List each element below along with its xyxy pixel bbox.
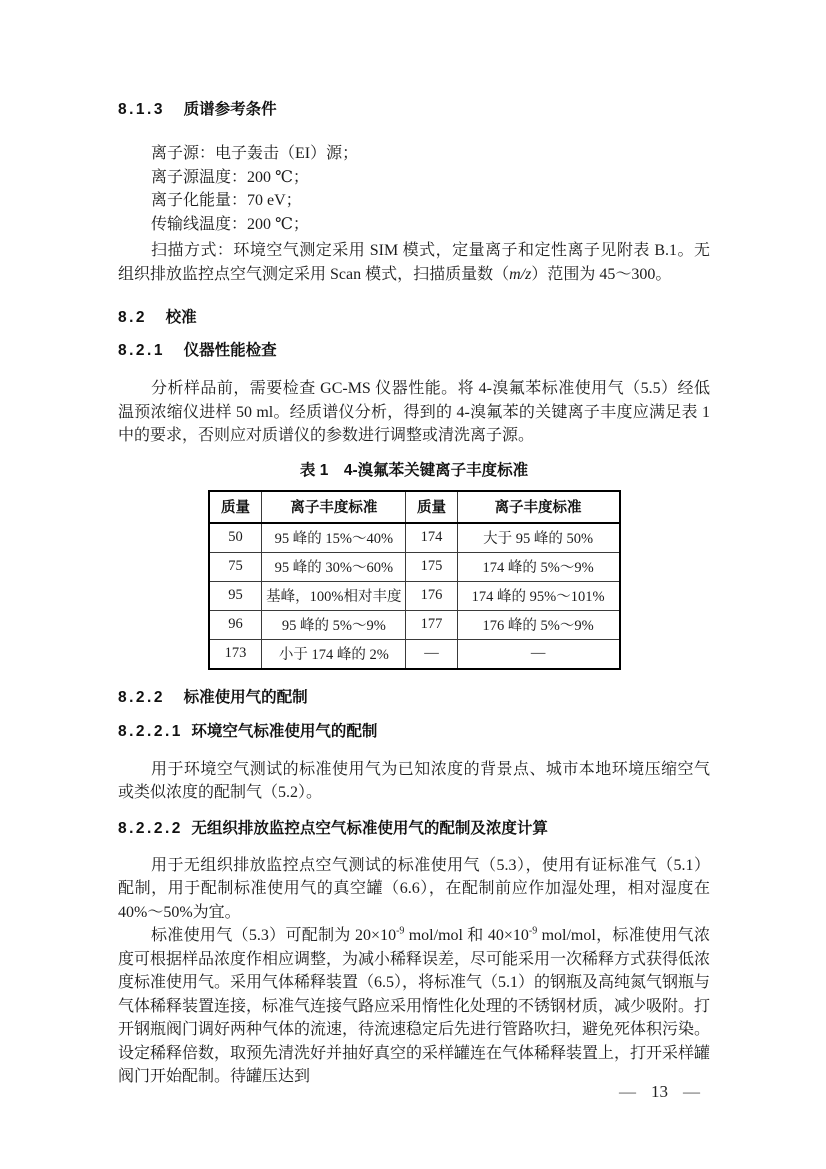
footer-dash-left: —: [619, 1082, 636, 1101]
table-cell: 174: [406, 523, 457, 553]
table-cell: 大于 95 峰的 50%: [457, 523, 619, 553]
header-abundance-2: 离子丰度标准: [457, 491, 619, 523]
heading-8-1-3: [118, 99, 710, 121]
footer-dash-right: —: [683, 1082, 700, 1101]
table-cell: 176: [406, 581, 457, 610]
table-cell: 176 峰的 5%～9%: [457, 610, 619, 639]
exponent-1: -9: [396, 925, 405, 937]
table-cell: 75: [209, 552, 262, 581]
table-header-row: [209, 491, 620, 523]
heading-title: 无组织排放监控点空气标准使用气的配制及浓度计算: [191, 819, 548, 837]
condition-ion-source-temp: 离子源温度：200 ℃；: [151, 168, 309, 186]
table-row: [209, 552, 620, 581]
mz-italic: m/z: [509, 265, 532, 283]
heading-8-2: [118, 307, 710, 329]
heading-number: 8.2.2.1: [118, 722, 183, 740]
table-cell: 173: [209, 639, 262, 669]
table-cell: 174 峰的 5%～9%: [457, 552, 619, 581]
heading-title: 环境空气标准使用气的配制: [191, 722, 378, 740]
page-content: [118, 99, 710, 1089]
header-mass-2: 质量: [406, 491, 457, 523]
condition-ion-source: 离子源：电子轰击（EI）源；: [151, 145, 359, 162]
heading-8-2-2-1: [118, 721, 710, 743]
abundance-table: [208, 490, 621, 670]
page-number: 13: [651, 1082, 668, 1101]
table-cell: —: [457, 639, 619, 669]
paragraph-scan-mode: [118, 239, 710, 286]
table-caption: 表 1 4-溴氟苯关键离子丰度标准: [299, 461, 529, 479]
heading-title: 标准使用气的配制: [183, 688, 308, 706]
paragraph-fugitive-emission-gas: 用于无组织排放监控点空气测试的标准使用气（5.3），使用有证标准气（5.1）配制，用于配制标准使用气的真空罐（6.6），在配制前应作加湿处理，相对湿度在 40%～50%为宜。: [118, 856, 710, 921]
table-row: [209, 581, 620, 610]
table-cell: 95 峰的 5%～9%: [262, 610, 406, 639]
footer-page-number: [619, 1082, 700, 1102]
heading-8-2-1: [118, 340, 710, 362]
header-abundance-1: 离子丰度标准: [262, 491, 406, 523]
table-row: [209, 639, 620, 669]
table-cell: 177: [406, 610, 457, 639]
table-cell: 96: [209, 610, 262, 639]
table-cell: 95 峰的 15%～40%: [262, 523, 406, 553]
table-cell: —: [406, 639, 457, 669]
prep-text-3: mol/mol，标准使用气浓度可根据样品浓度作相应调整，为减小稀释误差，尽可能采用一次稀释方式获得低浓度标准使用气。采用气体稀释装置（6.5），将标准气（5.1）的钢瓶及高纯氮气钢瓶与气体稀释装置连接，标准气连接气路应采用惰性化处理的不锈钢材质，减少吸附。打开钢瓶阀门调好两种气体的流速，待流速稳定后先进行管路吹扫，避免死体积污染。设定稀释倍数，取预先清洗好并抽好真空的采样罐连在气体稀释装置上，打开采样罐阀门开始配制。待罐压达到: [118, 927, 711, 1085]
header-mass-1: 质量: [209, 491, 262, 523]
table-cell: 基峰，100%相对丰度: [262, 581, 406, 610]
heading-8-2-2-2: [118, 818, 710, 840]
condition-ionization-energy: 离子化能量：70 eV；: [151, 192, 302, 209]
scan-text-post: ）范围为 45～300。: [531, 265, 672, 283]
prep-text-1: 标准使用气（5.3）可配制为 20×10: [151, 927, 397, 944]
table-cell: 95: [209, 581, 262, 610]
table-cell: 174 峰的 95%～101%: [457, 581, 619, 610]
ms-conditions-list: [118, 142, 710, 236]
heading-title: 校准: [165, 309, 197, 326]
table-cell: 175: [406, 552, 457, 581]
table-cell: 95 峰的 30%～60%: [262, 552, 406, 581]
heading-number: 8.2: [118, 309, 148, 326]
paragraph-gas-preparation: [118, 924, 710, 1089]
heading-number: 8.2.1: [118, 342, 165, 359]
heading-title: 仪器性能检查: [183, 342, 277, 359]
heading-number: 8.2.2: [118, 688, 165, 706]
exponent-2: -9: [528, 925, 538, 937]
condition-transfer-line-temp: 传输线温度：200 ℃；: [151, 215, 309, 233]
heading-8-2-2: [118, 687, 710, 709]
scan-text-pre: 扫描方式：环境空气测定采用 SIM 模式，定量离子和定性离子见附表 B.1。无组织排放监控点空气测定采用 Scan 模式，扫描质量数（: [118, 242, 710, 283]
paragraph-ambient-air-gas: 用于环境空气测试的标准使用气为已知浓度的背景点、城市本地环境压缩空气或类似浓度的配制气（5.2）。: [118, 760, 710, 801]
table-cell: 小于 174 峰的 2%: [262, 639, 406, 669]
paragraph-instrument-check: 分析样品前，需要检查 GC-MS 仪器性能。将 4-溴氟苯标准使用气（5.5）经低温预浓缩仪进样 50 ml。经质谱仪分析，得到的 4-溴氟苯的关键离子丰度应满足表 1 中的要求，否则应对质谱仪的参数进行调整或清洗离子源。: [118, 380, 710, 444]
table-cell: 50: [209, 523, 262, 553]
heading-number: 8.1.3: [118, 101, 165, 118]
table-row: [209, 610, 620, 639]
heading-number: 8.2.2.2: [118, 819, 183, 837]
heading-title: 质谱参考条件: [183, 101, 277, 118]
table-row: [209, 523, 620, 553]
prep-text-2: mol/mol 和 40×10: [404, 927, 529, 944]
